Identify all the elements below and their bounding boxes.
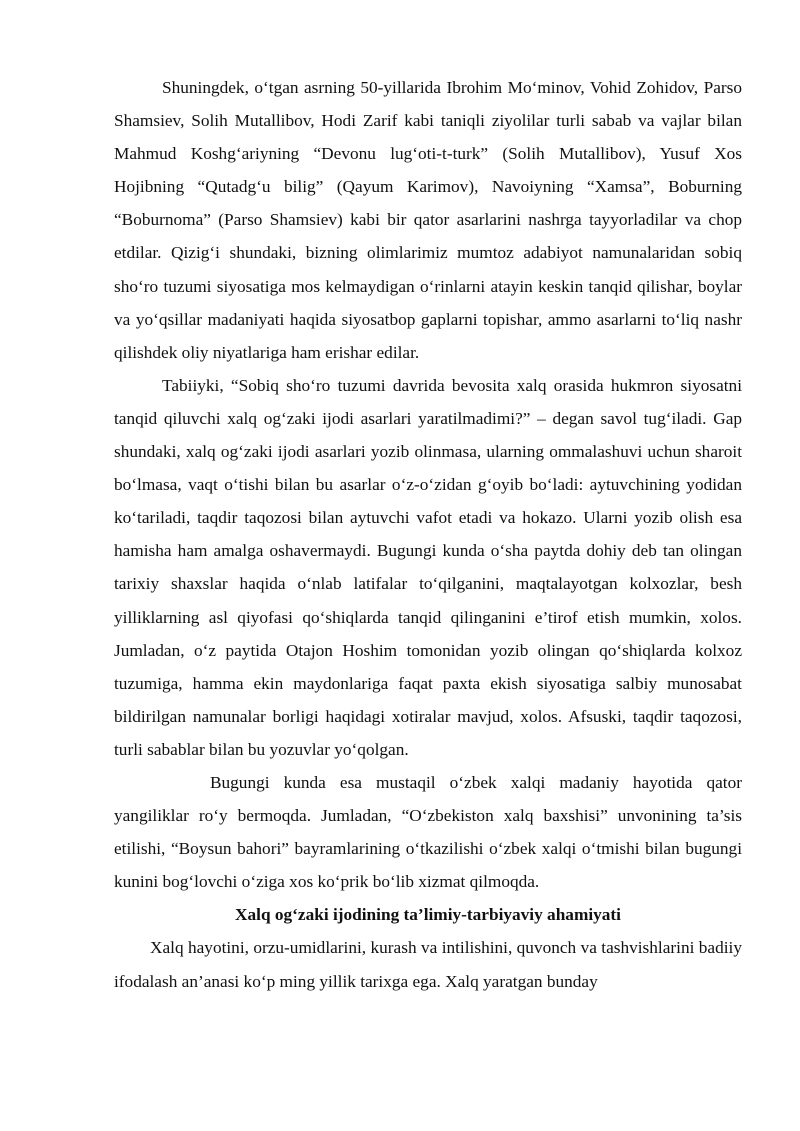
document-page (114, 71, 742, 998)
paragraph-3: Bugungi kunda esa mustaqil o‘zbek xalqi madaniy hayotida qator yangiliklar ro‘y bermoqda. Jumladan, “O‘zbekiston xalq baxshisi” unvonining ta’sis etilishi, “Boysun bahori” bayramlarining o‘tkazilishi o‘zbek xalqi o‘tmishi bilan bugungi kunini bog‘lovchi o‘ziga xos ko‘prik bo‘lib xizmat qilmoqda. (114, 772, 742, 892)
paragraph-1: Shuningdek, o‘tgan asrning 50-yillarida Ibrohim Mo‘minov, Vohid Zohidov, Parso Shamsiev, Solih Mutallibov, Hodi Zarif kabi taniqli ziyolilar turli sabab va vajlar bilan Mahmud Koshg‘ariyning “Devonu lug‘oti-t-turk” (Solih Mutallibov), Yusuf Xos Hojibning “Qutadg‘u bilig” (Qayum Karimov), Navoiyning “Xamsa”, Boburning “Boburnoma” (Parso Shamsiev) kabi bir qator asarlarini nashrga tayyorladilar va chop etdilar. Qizig‘i shundaki, bizning olimlarimiz mumtoz adabiyot namunalaridan sobiq sho‘ro tuzumi siyosatiga mos kelmaydigan o‘rinlarni atayin keskin tanqid qilishar, boylar va yo‘qsillar madaniyati haqida siyosatbop gaplarni topishar, ammo asarlarni to‘liq nashr qilishdek oliy niyatlariga ham erishar edilar. (114, 78, 742, 362)
paragraph-2: Tabiiyki, “Sobiq sho‘ro tuzumi davrida bevosita xalq orasida hukmron siyosatni tanqid qiluvchi xalq og‘zaki ijodi asarlari yaratilmadimi?” – degan savol tug‘iladi. Gap shundaki, xalq og‘zaki ijodi asarlari yozib olinmasa, ularning ommalashuvi uchun sharoit bo‘lmasa, vaqt o‘tishi bilan bu asarlar o‘z-o‘zidan g‘oyib bo‘ladi: aytuvchining yodidan ko‘tariladi, taqdir taqozosi bilan aytuvchi vafot etadi va hokazo. Ularni yozib olish esa hamisha ham amalga oshavermaydi. Bugungi kunda o‘sha paytda dohiy deb tan olingan tarixiy shaxslar haqida o‘nlab latifalar to‘qilganini, maqtalayotgan kolxozlar, besh yilliklarning asl qiyofasi qo‘shiqlarda tanqid qilinganini e’tirof etish mumkin, xolos. Jumladan, o‘z paytida Otajon Hoshim tomonidan yozib olingan qo‘shiqlarda kolxoz tuzumiga, hamma ekin maydonlariga faqat paxta ekish siyosatiga salbiy munosabat bildirilgan namunalar borligi haqidagi xotiralar mavjud, xolos. Afsuski, taqdir taqozosi, turli sabablar bilan bu yozuvlar yo‘qolgan. (114, 375, 742, 759)
section-heading: Xalq og‘zaki ijodining ta’limiy-tarbiyaviy ahamiyati (235, 905, 621, 925)
paragraph-4: Xalq hayotini, orzu-umidlarini, kurash va intilishini, quvonch va tashvishlarini badiiy ifodalash an’anasi ko‘p ming yillik tarixga ega. Xalq yaratgan bunday (114, 938, 742, 991)
